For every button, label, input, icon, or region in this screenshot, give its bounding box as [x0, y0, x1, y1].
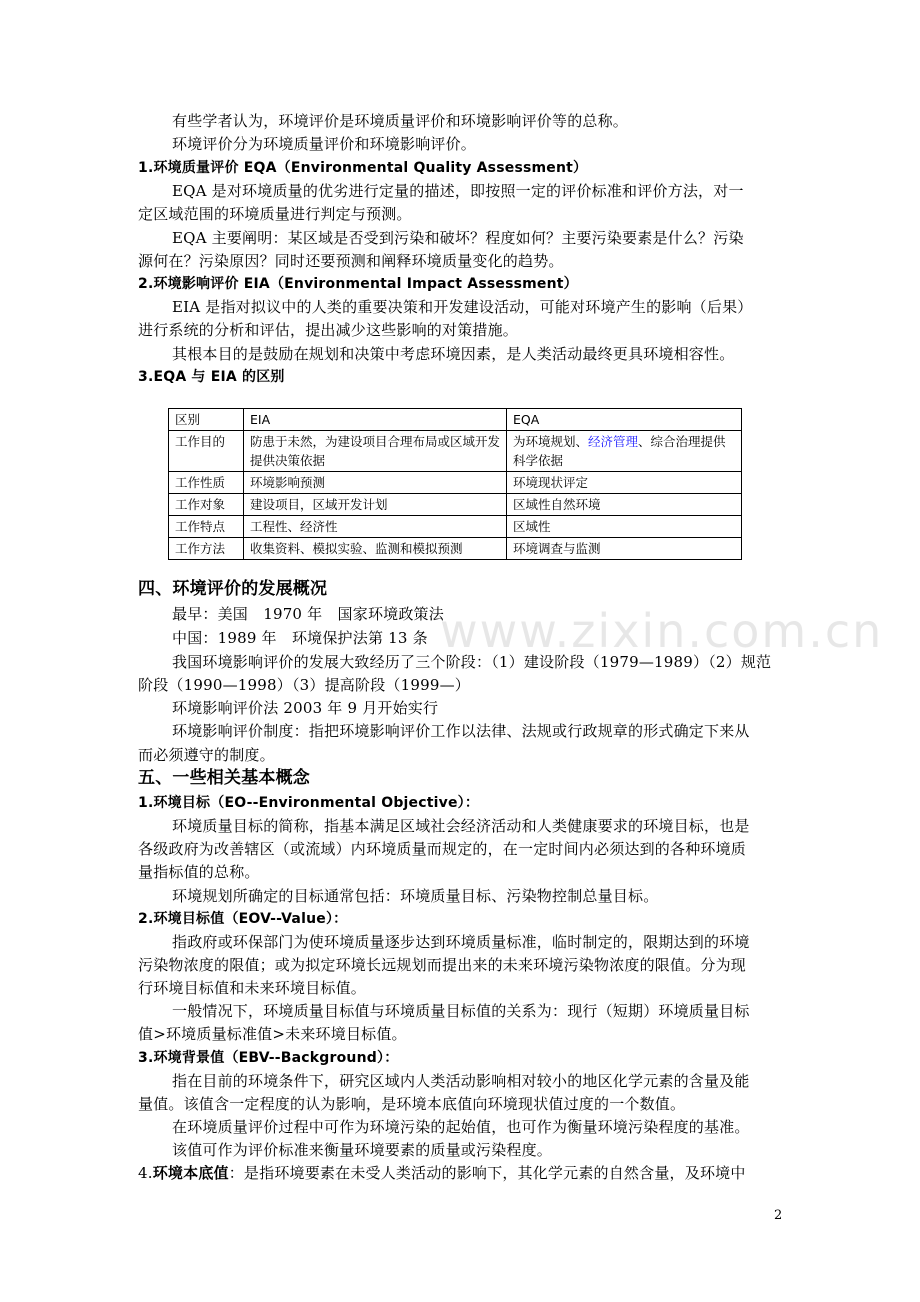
table-header-row: [169, 409, 742, 431]
table-row: [169, 472, 742, 494]
ebv-line-c: 在环境质量评价过程中可作为环境污染的起始值，也可作为衡量环境污染程度的基准。: [172, 1118, 750, 1136]
section-4-title: 四、环境评价的发展概况: [138, 579, 328, 599]
table-header-cell: 区别: [169, 409, 244, 431]
sec4-line-2: 中国：1989 年 环境保护法第 13 条: [172, 629, 428, 647]
sec4-line-5a: 环境影响评价制度：指把环境影响评价工作以法律、法规或行政规章的形式确定下来从: [172, 722, 750, 740]
eia-paragraph-2: 其根本目的是鼓励在规划和决策中考虑环境因素，是人类活动最终更具环境相容性。: [172, 345, 735, 363]
table-cell: 建设项目，区域开发计划: [244, 494, 507, 516]
table-cell: 工作对象: [169, 494, 244, 516]
eia-heading: 2.环境影响评价 EIA（Environmental Impact Assessment）: [138, 276, 578, 292]
base-label: 环境本底值: [152, 1164, 229, 1182]
eov-line-b: 污染物浓度的限值；或为拟定环境长远规划而提出来的未来环境污染物浓度的限值。分为现: [138, 956, 747, 974]
eia-paragraph-1a: EIA 是指对拟议中的人类的重要决策和开发建设活动，可能对环境产生的影响（后果）: [172, 298, 753, 316]
background-base-line: [138, 1162, 788, 1185]
table-cell: 区域性自然环境: [507, 494, 742, 516]
sec4-line-3b: 阶段（1990—1998）（3）提高阶段（1999—）: [138, 676, 470, 694]
eo-line-b: 各级政府为改善辖区（或流域）内环境质量而规定的，在一定时间内必须达到的各种环境质: [138, 840, 747, 858]
cell-text: 、综合治理提供科学依据: [513, 434, 726, 468]
table-cell: 防患于未然，为建设项目合理布局或区域开发提供决策依据: [244, 431, 507, 472]
table-row: [169, 431, 742, 472]
table-cell: 工作方法: [169, 538, 244, 560]
eqa-paragraph-2b: 源何在？污染原因？同时还要预测和阐释环境质量变化的趋势。: [138, 252, 564, 270]
diff-heading: 3.EQA 与 EIA 的区别: [138, 369, 285, 385]
table-header-cell: EIA: [244, 409, 507, 431]
eqa-paragraph-2a: EQA 主要阐明：某区域是否受到污染和破坏？程度如何？主要污染要素是什么？污染: [172, 229, 744, 247]
sec4-line-3a: 我国环境影响评价的发展大致经历了三个阶段：（1）建设阶段（1979—1989）（2）规范: [172, 653, 772, 671]
table-cell: 工作目的: [169, 431, 244, 472]
eo-line-a: 环境质量目标的简称，指基本满足区域社会经济活动和人类健康要求的环境目标，也是: [172, 817, 750, 835]
ebv-heading: 3.环境背景值（EBV--Background）：: [138, 1050, 399, 1066]
cell-text: 为环境规划、: [513, 434, 589, 449]
eqa-paragraph-1a: EQA 是对环境质量的优劣进行定量的描述，即按照一定的评价标准和评价方法，对一: [172, 182, 744, 200]
intro-line-1: 有些学者认为，环境评价是环境质量评价和环境影响评价等的总称。: [172, 112, 629, 130]
eov-line-e: 值>环境质量标准值>未来环境目标值。: [138, 1025, 407, 1043]
table-header-cell: EQA: [507, 409, 742, 431]
eo-line-c: 量指标值的总称。: [138, 863, 260, 881]
base-number: 4.: [138, 1164, 153, 1182]
ebv-line-b: 量值。该值含一定程度的认为影响，是环境本底值向环境现状值过度的一个数值。: [138, 1095, 686, 1113]
table-cell: 收集资料、模拟实验、监测和模拟预测: [244, 538, 507, 560]
table-cell: [507, 431, 742, 472]
eo-line-d: 环境规划所确定的目标通常包括：环境质量目标、污染物控制总量目标。: [172, 887, 659, 905]
eov-line-a: 指政府或环保部门为使环境质量逐步达到环境质量标准，临时制定的，限期达到的环境: [172, 933, 750, 951]
economic-management-link[interactable]: 经济管理: [588, 434, 639, 449]
base-text: ：是指环境要素在未受人类活动的影响下，其化学元素的自然含量，及环境中: [228, 1164, 746, 1182]
table-row: [169, 516, 742, 538]
ebv-line-a: 指在目前的环境条件下，研究区域内人类活动影响相对较小的地区化学元素的含量及能: [172, 1072, 750, 1090]
table-row: [169, 538, 742, 560]
eov-line-d: 一般情况下，环境质量目标值与环境质量目标值的关系为：现行（短期）环境质量目标: [172, 1002, 750, 1020]
sec4-line-4: 环境影响评价法 2003 年 9 月开始实行: [172, 699, 439, 717]
sec4-line-1: 最早：美国 1970 年 国家环境政策法: [172, 605, 444, 623]
ebv-line-d: 该值可作为评价标准来衡量环境要素的质量或污染程度。: [172, 1141, 553, 1159]
eqa-paragraph-1b: 定区域范围的环境质量进行判定与预测。: [138, 205, 412, 223]
table-cell: 区域性: [507, 516, 742, 538]
table-row: [169, 494, 742, 516]
table-cell: 工程性、经济性: [244, 516, 507, 538]
eo-heading: 1.环境目标（EO--Environmental Objective）：: [138, 795, 480, 811]
table-cell: 环境调查与监测: [507, 538, 742, 560]
table-cell: 工作性质: [169, 472, 244, 494]
eia-paragraph-1b: 进行系统的分析和评估，提出减少这些影响的对策措施。: [138, 321, 519, 339]
table-cell: 工作特点: [169, 516, 244, 538]
table-cell: 环境现状评定: [507, 472, 742, 494]
comparison-table: [168, 408, 742, 560]
table-cell: 环境影响预测: [244, 472, 507, 494]
eov-line-c: 行环境目标值和未来环境目标值。: [138, 979, 367, 997]
eov-heading: 2.环境目标值（EOV--Value）：: [138, 911, 348, 927]
section-5-title: 五、一些相关基本概念: [138, 768, 310, 788]
watermark: www.zixin.com.cn: [440, 604, 884, 658]
sec4-line-5b: 而必须遵守的制度。: [138, 746, 275, 764]
eqa-heading: 1.环境质量评价 EQA（Environmental Quality Assessment）: [138, 160, 588, 176]
intro-line-2: 环境评价分为环境质量评价和环境影响评价。: [172, 135, 477, 153]
page-number: 2: [774, 1208, 783, 1223]
